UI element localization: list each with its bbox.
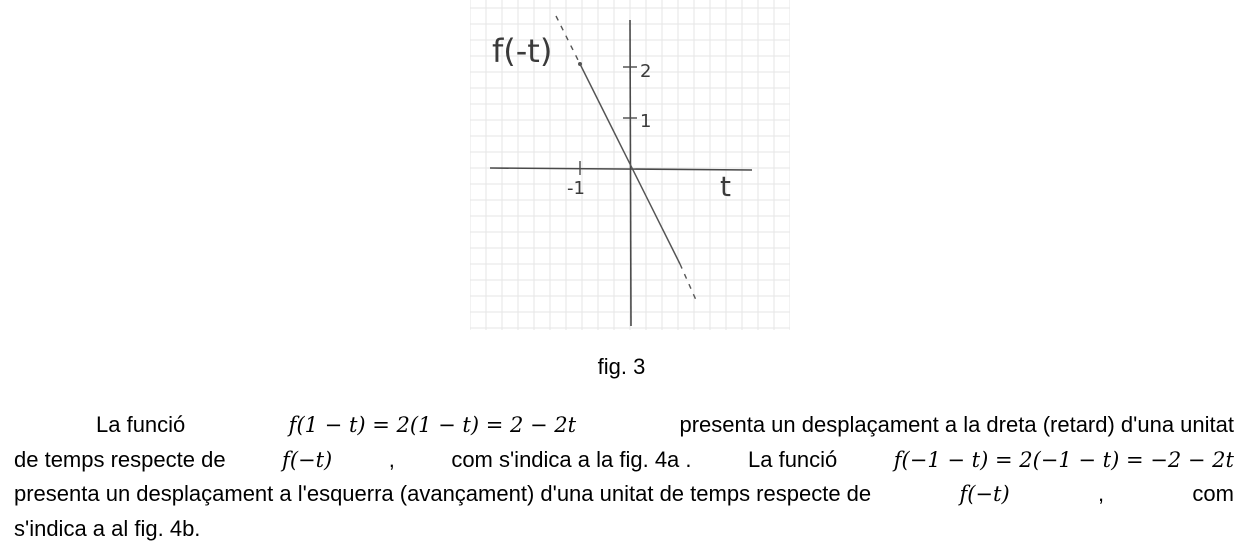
math-expression: f(−1 − t) = 2(−1 − t) = −2 − 2t <box>893 447 1234 472</box>
text-segment: de temps respecte de <box>14 446 226 472</box>
figure-3 <box>470 0 790 330</box>
point-marker <box>578 62 582 66</box>
text-segment: , <box>388 446 395 472</box>
paragraph-line-1 <box>14 408 1234 443</box>
y-axis-label: f(-t) <box>492 32 553 70</box>
y-tick-label-2: 2 <box>640 61 652 82</box>
body-paragraph <box>14 408 1234 546</box>
text-segment: presenta un desplaçament a la dreta (retard) d'una unitat <box>679 412 1234 437</box>
figure-caption: fig. 3 <box>597 354 646 379</box>
paragraph-line-3 <box>14 477 1234 512</box>
text-segment: La funció <box>96 412 186 437</box>
text-segment: com <box>1192 481 1234 506</box>
paragraph-line-2 <box>14 443 1234 478</box>
text-segment: La funció <box>748 446 838 472</box>
math-expression: f(−t) <box>282 447 333 472</box>
math-expression: f(1 − t) = 2(1 − t) = 2 − 2t <box>288 413 577 437</box>
text-segment: presenta un desplaçament a l'esquerra (avançament) d'una unitat de temps respecte de <box>14 481 872 506</box>
text-segment: s'indica a al fig. 4b. <box>14 515 201 541</box>
text-segment: com s'indica a la fig. 4a . <box>451 446 692 472</box>
math-expression: f(−t) <box>959 482 1010 506</box>
paragraph-line-4 <box>14 512 1234 547</box>
y-tick-label-1: 1 <box>640 111 652 132</box>
x-tick-label-minus-1: -1 <box>567 178 585 199</box>
graph-svg <box>470 0 790 330</box>
text-segment: , <box>1097 481 1105 506</box>
x-axis-label: t <box>720 170 731 203</box>
y-axis <box>630 20 631 326</box>
